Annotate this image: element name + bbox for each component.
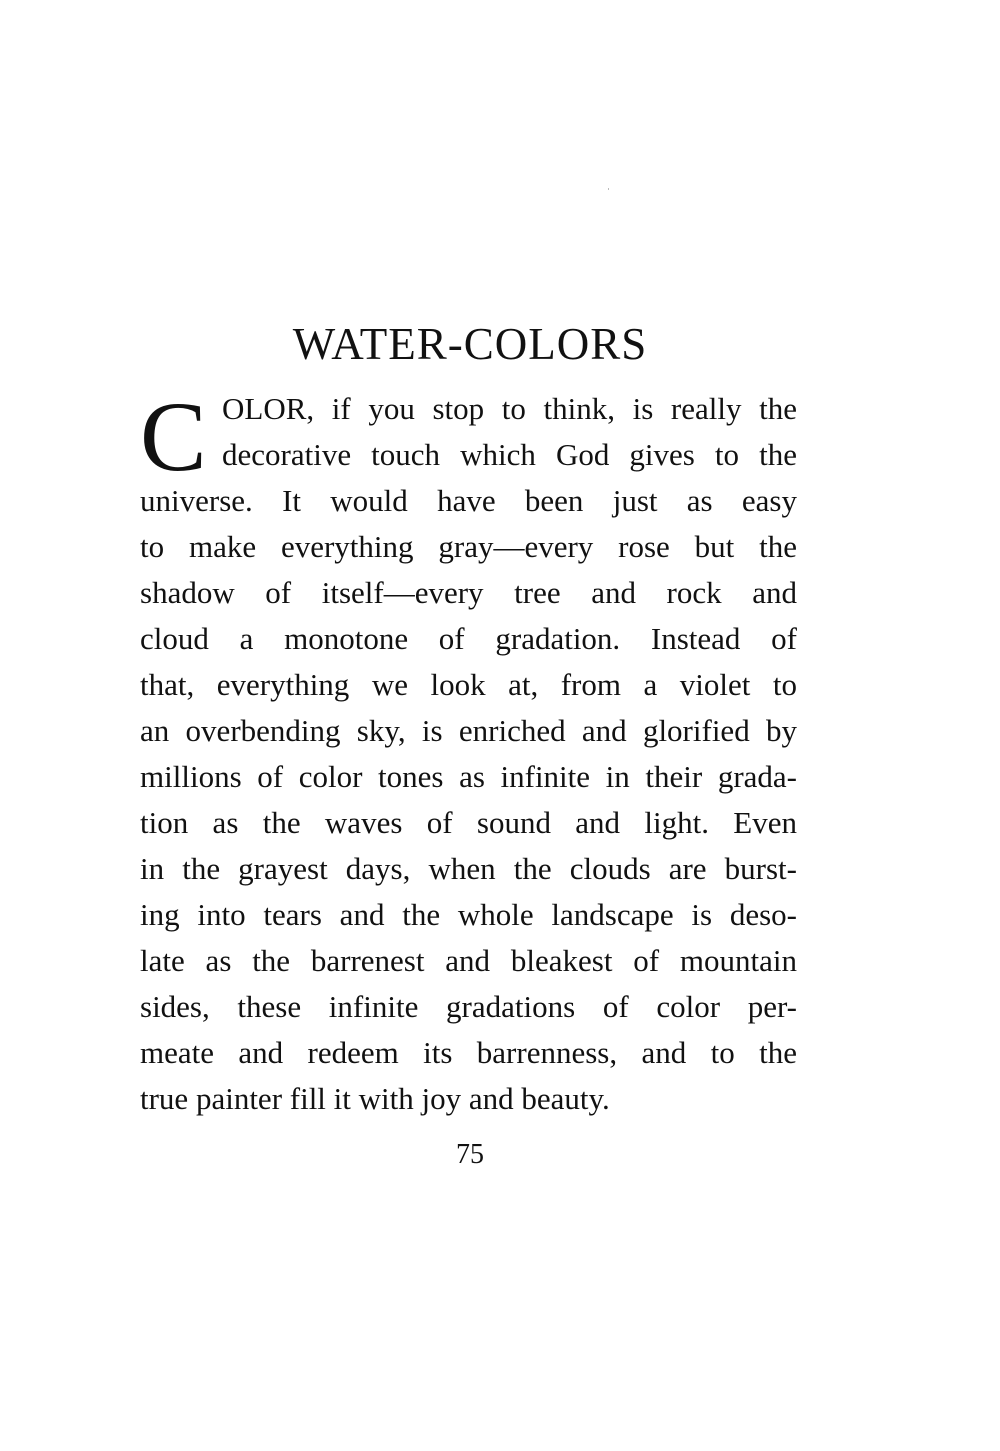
text-line: tion as the waves of sound and light. Even [140,805,797,840]
text-line: an overbending sky, is enriched and glorified by [140,713,797,748]
page-number: 75 [456,1139,484,1170]
text-line: OLOR, if you stop to think, is really the [222,391,797,426]
text-line: millions of color tones as infinite in their grada- [140,759,797,794]
text-line: true painter fill it with joy and beauty. [140,1081,610,1116]
text-line: cloud a monotone of gradation. Instead of [140,621,797,656]
text-line: that, everything we look at, from a violet to [140,667,797,702]
text-line: in the grayest days, when the clouds are burst- [140,851,797,886]
text-line: shadow of itself—every tree and rock and [140,575,797,610]
text-line: late as the barrenest and bleakest of mountain [140,943,797,978]
text-line: ing into tears and the whole landscape is deso- [140,897,797,932]
text-line: to make everything gray—every rose but the [140,529,797,564]
drop-cap: C [140,381,207,492]
paper-speck [608,188,609,190]
text-line: meate and redeem its barrenness, and to the [140,1035,797,1070]
text-line: universe. It would have been just as easy [140,483,797,518]
text-line: sides, these infinite gradations of color per- [140,989,797,1024]
chapter-body [140,381,797,1122]
text-line: decorative touch which God gives to the [222,437,797,472]
chapter-title: WATER-COLORS [292,319,648,369]
